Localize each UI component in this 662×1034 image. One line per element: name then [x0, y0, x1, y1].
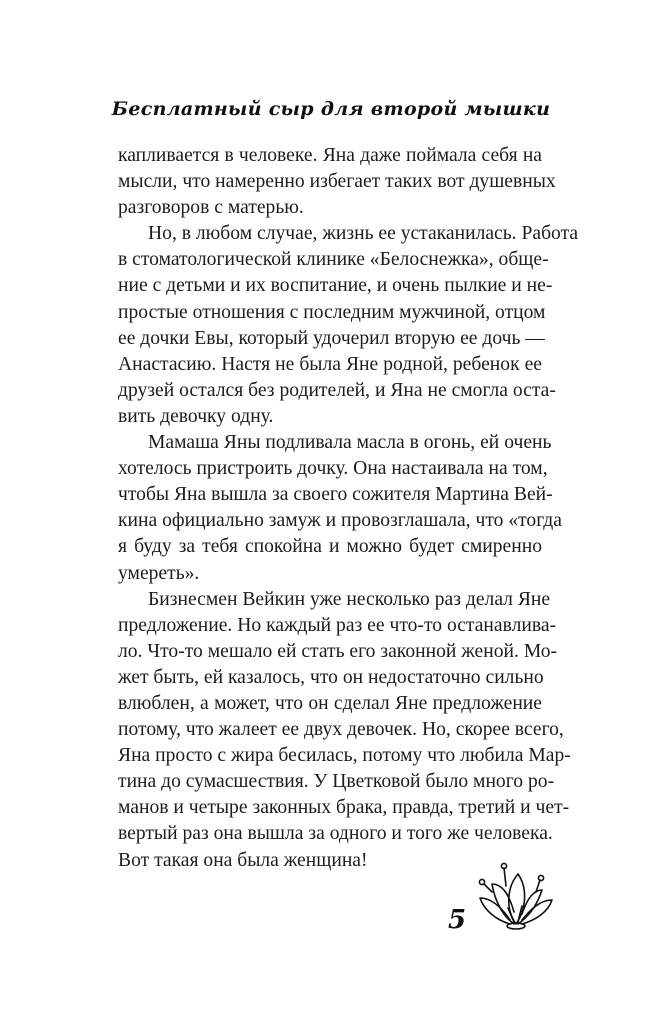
text-line: Яна просто с жира бесилась, потому что любила Мар- — [118, 745, 571, 767]
text-line: в стоматологической клинике «Белоснежка», обще- — [118, 249, 549, 271]
text-line: Вот такая она была женщина! — [118, 849, 368, 871]
text-line: потому, что жалеет ее двух девочек. Но, скорее всего, — [118, 719, 564, 741]
text-line: ло. Что-то мешало ей стать его законной женой. Мо- — [118, 640, 558, 662]
page-number: 5 — [448, 905, 467, 935]
text-line: Анастасию. Настя не была Яне родной, ребенок ее — [118, 353, 542, 375]
body-text — [118, 143, 579, 874]
text-line: вить девочку одну. — [118, 405, 274, 427]
text-line: я буду за тебя спокойна и можно будет смиренно — [118, 536, 542, 558]
paragraph-first-line: Мамаша Яны подливала масла в огонь, ей очень — [148, 432, 552, 454]
text-line: чтобы Яна вышла за своего сожителя Мартина Вей- — [118, 484, 553, 506]
text-line: хотелось пристроить дочку. Она настаивала на том, — [118, 458, 548, 480]
paragraph-first-line: Бизнесмен Вейкин уже несколько раз делал Яне — [148, 588, 551, 610]
text-line: манов и четыре законных брака, правда, третий и чет- — [118, 797, 570, 819]
text-line: жет быть, ей казалось, что он недостаточно сильно — [118, 666, 544, 688]
text-line: мысли, что намеренно избегает таких вот душевных — [118, 171, 556, 193]
text-line: кина официально замуж и провозглашала, что «тогда — [118, 510, 562, 532]
text-line: разговоров с матерью. — [118, 197, 304, 219]
text-line: вертый раз она вышла за одного и того же человека. — [118, 823, 553, 845]
text-line: умереть». — [118, 562, 200, 584]
text-line: предложение. Но каждый раз ее что-то останавлива- — [118, 614, 557, 636]
text-line: тина до сумасшествия. У Цветковой было много ро- — [118, 771, 555, 793]
running-title: Бесплатный сыр для второй мышки — [111, 98, 551, 120]
text-line: влюблен, а может, что он сделал Яне предложение — [118, 692, 542, 714]
paragraph-first-line: Но, в любом случае, жизнь ее устаканилась. Работа — [148, 223, 579, 245]
text-line: простые отношения с последним мужчиной, отцом — [118, 301, 546, 323]
lotus-flower-icon — [476, 862, 556, 934]
text-line: друзей остался без родителей, и Яна не смогла оста- — [118, 379, 556, 401]
text-line: капливается в человеке. Яна даже поймала себя на — [118, 145, 542, 166]
text-line: ее дочки Евы, который удочерил вторую ее дочь — — [118, 327, 545, 349]
text-line: ние с детьми и их воспитание, и очень пылкие и не- — [118, 275, 553, 297]
